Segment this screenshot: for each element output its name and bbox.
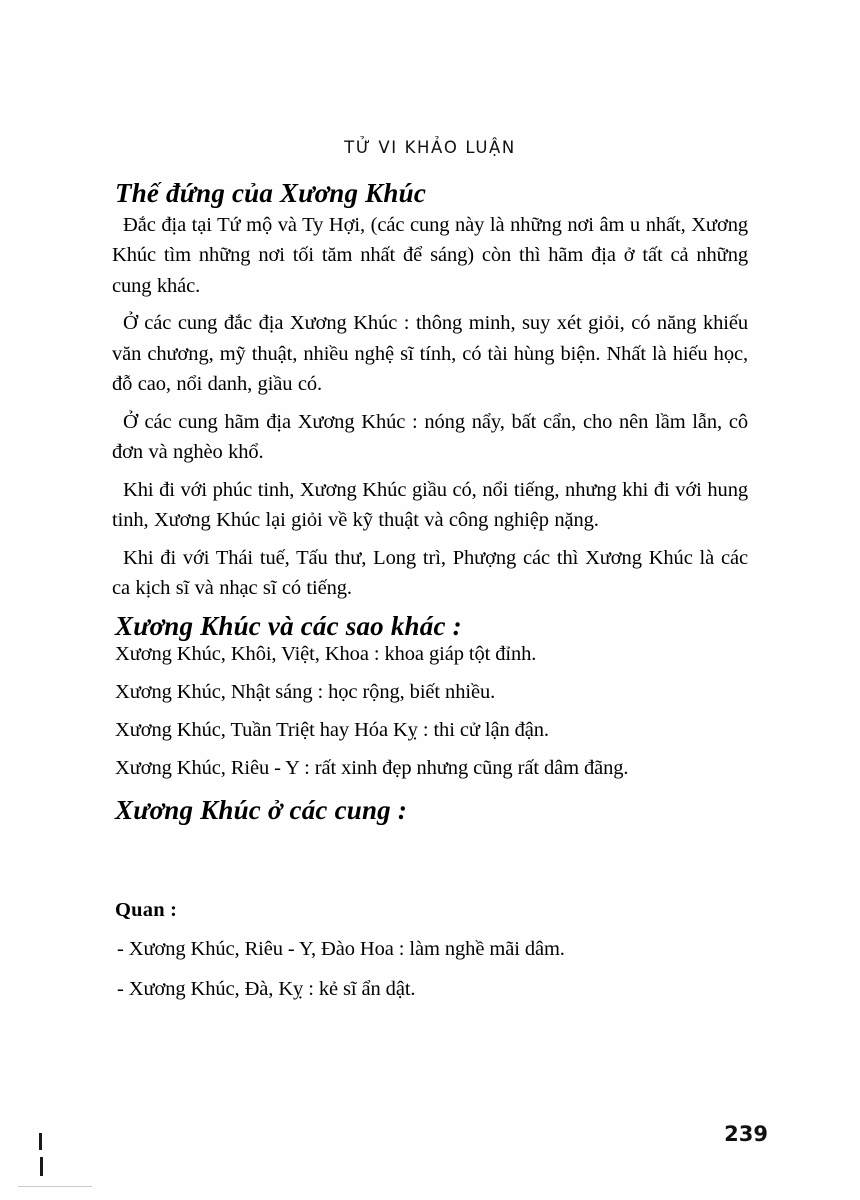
- cung-item-list: [112, 938, 748, 1000]
- paragraph: Ở các cung hãm địa Xương Khúc : nóng nẩy, bất cẩn, cho nên lầm lẫn, cô đơn và nghèo khổ.: [112, 410, 748, 464]
- list-item: Xương Khúc, Riêu - Y : rất xinh đẹp nhưng cũng rất dâm đãng.: [115, 756, 629, 779]
- cung-title: Quan :: [115, 898, 178, 921]
- list-item: Xương Khúc, Tuần Triệt hay Hóa Kỵ : thi cử lận đận.: [115, 718, 549, 741]
- page-number: 239: [724, 1122, 768, 1146]
- paragraph: Khi đi với phúc tinh, Xương Khúc giầu có, nổi tiếng, nhưng khi đi với hung tinh, Xương Khúc lại giỏi về kỹ thuật và công nghiệp nặng.: [112, 478, 748, 532]
- paragraph: Khi đi với Thái tuế, Tấu thư, Long trì, Phượng các thì Xương Khúc là các ca kịch sĩ và nhạc sĩ có tiếng.: [112, 546, 748, 600]
- scan-artifact-mark: [40, 1157, 43, 1176]
- section-heading-o-cac-cung: Xương Khúc ở các cung :: [115, 794, 408, 825]
- paragraph: Đắc địa tại Tứ mộ và Ty Hợi, (các cung này là những nơi âm u nhất, Xương Khúc tìm những nơi tối tăm nhất để sáng) còn thì hãm địa ở tất cả những cung khác.: [112, 213, 748, 297]
- paragraph: Ở các cung đắc địa Xương Khúc : thông minh, suy xét giỏi, có năng khiếu văn chương, mỹ thuật, nhiều nghệ sĩ tính, có tài hùng biện. Nhất là hiếu học, đỗ cao, nổi danh, giầu có.: [112, 312, 748, 396]
- section-heading-cac-sao-khac: Xương Khúc và các sao khác :: [115, 610, 462, 641]
- scan-artifact-edge-line: [18, 1186, 92, 1187]
- section-heading-the-dung: Thế đứng của Xương Khúc: [115, 178, 426, 208]
- list-item: - Xương Khúc, Riêu - Y, Đào Hoa : làm nghề mãi dâm.: [117, 937, 565, 960]
- list-item: Xương Khúc, Khôi, Việt, Khoa : khoa giáp tột đỉnh.: [115, 642, 537, 665]
- list-item: - Xương Khúc, Đà, Kỵ : kẻ sĩ ẩn dật.: [117, 977, 416, 1000]
- running-head: TỬ VI KHẢO LUẬN: [344, 138, 516, 157]
- text-column: [112, 178, 748, 1018]
- star-combination-list: [112, 643, 748, 779]
- scan-artifact-mark: [39, 1133, 42, 1150]
- cung-block-quan: [112, 899, 748, 1000]
- list-item: Xương Khúc, Nhật sáng : học rộng, biết nhiều.: [115, 680, 496, 703]
